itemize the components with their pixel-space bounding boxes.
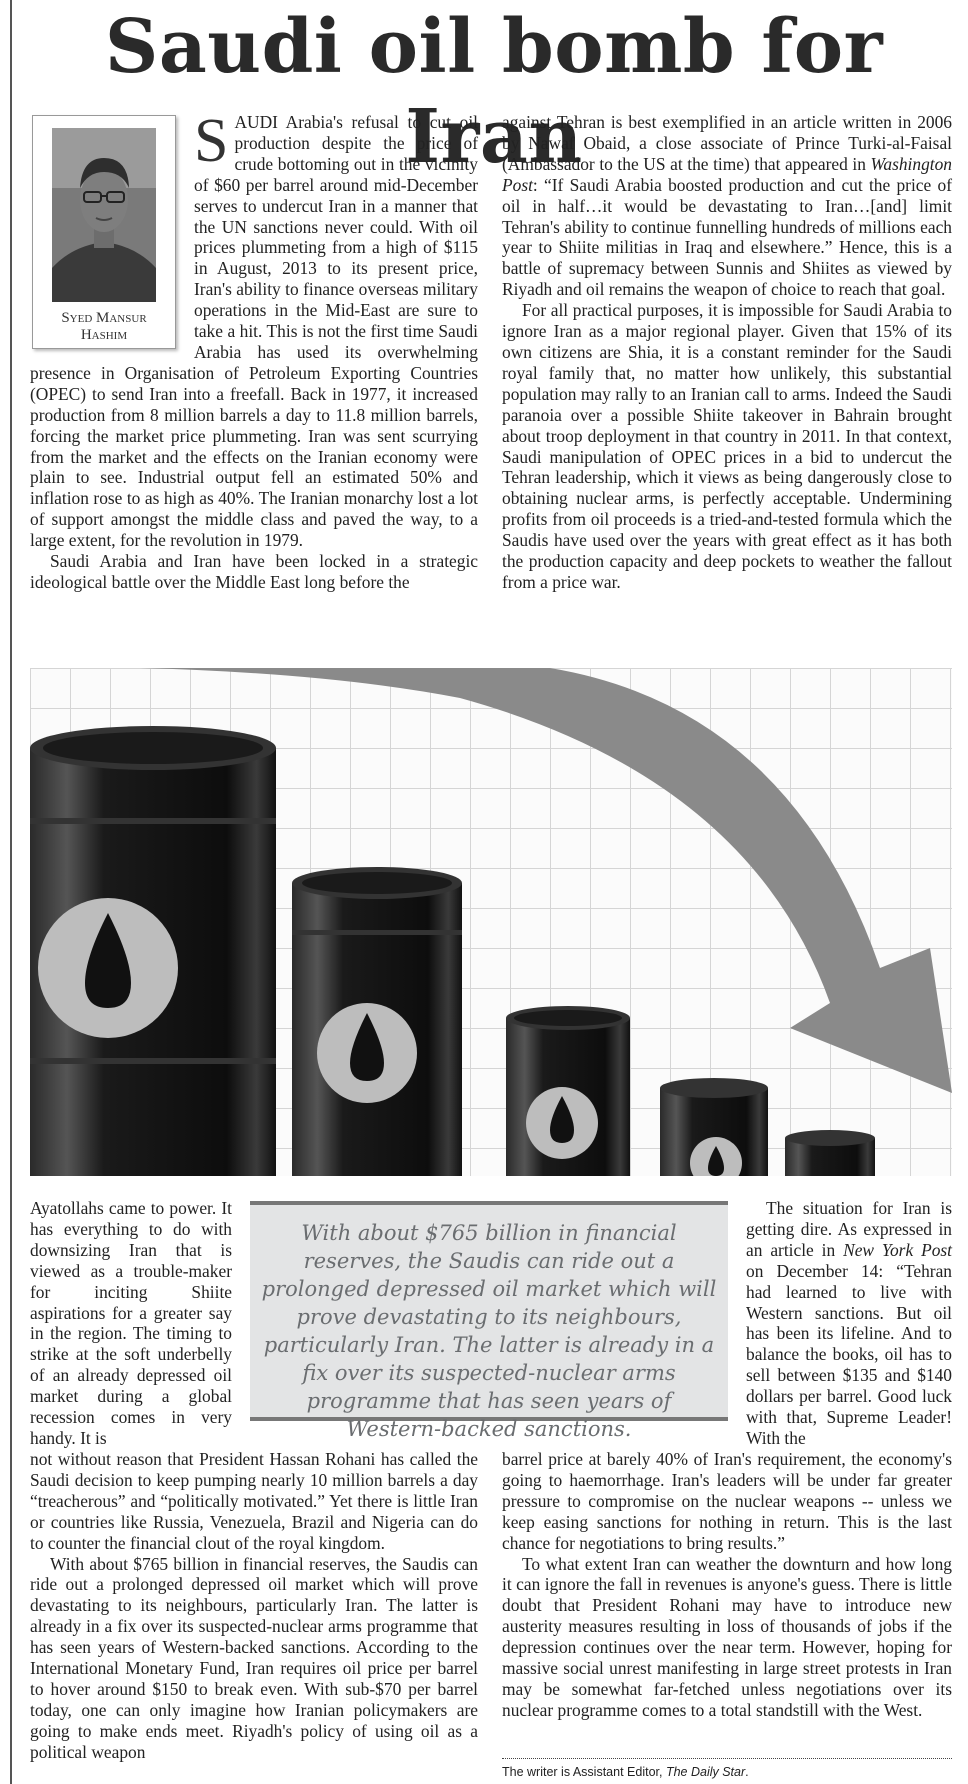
headline: Saudi oil bomb for Iran (104, 4, 884, 180)
writer-credit (502, 1764, 749, 1780)
paragraph-4: not without reason that President Hassan Rohani has called the Saudi decision to keep pumping nearly 10 million barrels a day “treacherous” and “politically motivated.” Yet there is little Iran or countries like Russia, Venezuela, Brazil and Nigeria can do to counter the financial clout of the royal kingdom. (30, 1449, 478, 1553)
author-portrait-icon (52, 128, 156, 302)
barrel-smallest (785, 1130, 875, 1176)
paragraph-3-continued: Ayatollahs came to power. It has everything to do with downsizing Iran that is viewed as a trouble-maker for inciting Shiite aspirations for a greater say in the region. The timing to strike at the soft underbelly of an already depressed oil market during a global recession comes in very handy. It is (30, 1198, 232, 1448)
column-left-bottom (30, 1449, 478, 1763)
drop-cap: S (194, 107, 229, 175)
oil-barrels-illustration (30, 668, 952, 1176)
writer-credit-end: . (745, 1765, 749, 1779)
paragraph-6-a: The situation for Iran is getting dire. As expressed in an article in (746, 1198, 952, 1260)
paragraph-6-continued: barrel price at barely 40% of Iran's requirement, the economy's going to haemorrhage. Iran's leaders will be under far greater pressure to compromise on the nuclear weapons -- unless we keep easing sanctions for nothing in return. This is the last chance for negotiations to bring results.” (502, 1449, 952, 1553)
writer-credit-publication: The Daily Star (665, 1765, 746, 1779)
author-photo-box (32, 115, 176, 349)
barrel-large (30, 726, 276, 1176)
footer-divider (502, 1758, 952, 1759)
publication-new-york-post: New York Post (843, 1239, 952, 1260)
paragraph-2: Saudi Arabia and Iran have been locked in a strategic ideological battle over the Middle East long before the (30, 551, 478, 592)
column-rule (10, 0, 12, 1784)
writer-credit-text: The writer is Assistant Editor, (502, 1765, 666, 1779)
oil-barrels-falling-arrow-icon (30, 668, 952, 1176)
barrel-smaller (660, 1078, 768, 1176)
paragraph-1-text: AUDI Arabia's refusal to cut oil production despite the price of crude bottoming out in the vicinity of $60 per barrel around mid-December serves to undercut Iran in a manner that the UN sanctions never could. With oil prices plummeting from a high of $115 in August, 2013 to its present price, Iran's ability to finance overseas military operations in the Mid-East are sure to take a hit. This is not the first time Saudi Arabia has used its overwhelming presence in Organisation of Petroleum Exporting Countries (OPEC) to send Iran into a freefall. Back in 1977, it increased production from 8 million barrels a day to 11.8 million barrels, forcing the market price plummeting. Iran was sent scurrying from the market and the effects on the Iranian economy were plain to see. Industrial output fell an estimated 50% and inflation rose to as high as 40%. The Iranian monarchy lost a lot of support amongst the middle class and paved the way, to a large extent, for the revolution in 1979. (30, 112, 478, 551)
paragraph-7: To what extent Iran can weather the downturn and how long it can ignore the fall in revenues is anyone's guess. There is little doubt that President Rohani may have to introduce new austerity measures resulting in loss of thousands of jobs if the depression continues over the near term. However, hoping for massive social unrest manifesting in large street protests in Iran may be somewhat far-fetched unless negotiations over its nuclear programme comes to a total standstill with the West. (502, 1553, 952, 1720)
barrel-small (506, 1006, 630, 1176)
column-left-narrow (30, 1198, 232, 1449)
publication-washington-post: Washington Post (502, 153, 952, 195)
author-caption (33, 310, 175, 344)
column-right-bottom (502, 1449, 952, 1721)
paragraph-5: With about $765 billion in financial reserves, the Saudis can ride out a prolonged depressed oil market which will prove devastating to its neighbours, particularly Iran. The latter is already in a fix over its suspected-nuclear arms programme that has seen years of Western-backed sanctions. According to the International Monetary Fund, Iran requires oil price per barrel to hover around $150 to break even. With sub-$70 per barrel today, one can only imagine how Iranian policymakers are going to make ends meet. Riyadh's policy of using oil as a political weapon (30, 1553, 478, 1762)
column-right-top (502, 112, 952, 593)
author-name-line2: Hashim (80, 327, 128, 343)
paragraph-2-continued (502, 112, 952, 300)
paragraph-6-b: on December 14: “Tehran had learned to live with Western sanctions. But oil has been its lifeline. And to balance the books, oil has to sell between $135 and $140 dollars per barrel. Good luck with that, Supreme Leader! With the (746, 1260, 952, 1448)
pull-quote: With about $765 billion in financial reserves, the Saudis can ride out a prolonged depressed oil market which will prove devastating to its neighbours, particularly Iran. The latter is already in a fix over its suspected-nuclear arms programme that has seen years of Western-backed sanctions. (250, 1201, 728, 1421)
paragraph-3: For all practical purposes, it is impossible for Saudi Arabia to ignore Iran as a major regional player. Given that 15% of its own citizens are Shia, it is a constant reminder for the Saudi royal family that, no matter how unlikely, this substantial population may rally to an Iranian call to arms. Indeed the Saudi paranoia over a possible Shiite takeover in Bahrain brought about troop deployment in that country in 2011. In that context, Saudi manipulation of OPEC prices in a bid to undercut the Tehran leadership, which it views as being dangerously close to obtaining nuclear arms, is perfectly acceptable. Undermining profits from oil proceeds is a tried-and-tested formula which the Saudis have used over the years with great effect as it has both the production capacity and deep pockets to weather the fallout from a price war. (502, 300, 952, 592)
paragraph-2-cont-b: : “If Saudi Arabia boosted production and cut the price of oil in half…it would be devastating to Iran…[and] limit Tehran's ability to continue funnelling hundreds of millions each year to Shiite militias in Iraq and elsewhere.” Hence, this is a battle of supremacy between Sunnis and Shiites as viewed by Riyadh and oil remains the weapon of choice to reach that goal. (502, 174, 952, 300)
column-left-top (30, 107, 478, 593)
author-photo (52, 128, 156, 302)
column-right-narrow (746, 1198, 952, 1449)
barrel-medium (292, 867, 462, 1176)
author-name-line1: Syed Mansur (61, 310, 147, 326)
paragraph-6 (746, 1198, 952, 1449)
paragraph-2-cont-a: against Tehran is best exemplified in an article written in 2006 by Nawaf Obaid, a close associate of Prince Turki-al-Faisal (Ambassador to the US at the time) that appeared in (502, 112, 952, 174)
